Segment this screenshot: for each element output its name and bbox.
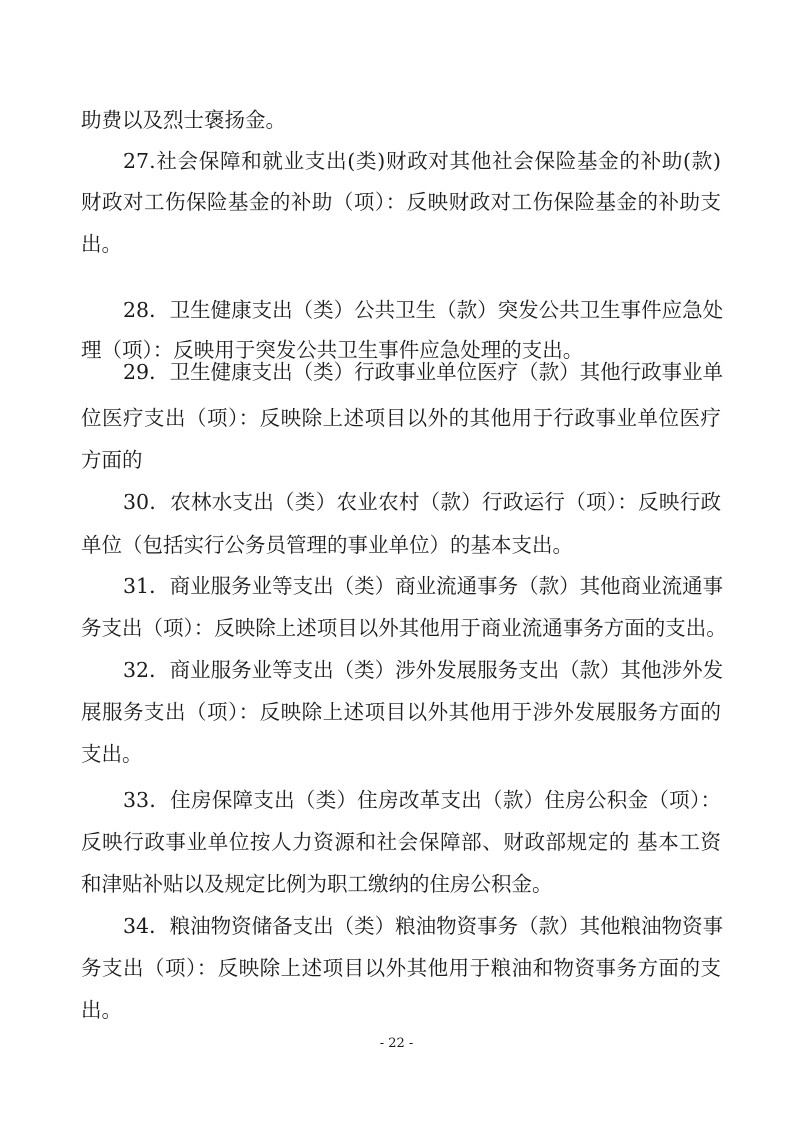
paragraph-34-line-3: 出。 bbox=[81, 998, 122, 1022]
paragraph-28-line-1: 28．卫生健康支出（类）公共卫生（款）突发公共卫生事件应急处 bbox=[123, 298, 724, 322]
paragraph-29-line-3: 方面的 bbox=[81, 448, 143, 472]
paragraph-27-line-3: 出。 bbox=[81, 232, 122, 256]
paragraph-29-line-2: 位医疗支出（项）：反映除上述项目以外的其他用于行政事业单位医疗 bbox=[81, 406, 721, 430]
paragraph-27-line-1: 27.社会保障和就业支出(类)财政对其他社会保险基金的补助(款) bbox=[123, 149, 721, 173]
paragraph-29-line-1: 29．卫生健康支出（类）行政事业单位医疗（款）其他行政事业单 bbox=[123, 360, 724, 384]
paragraph-34-line-1: 34．粮油物资储备支出（类）粮油物资事务（款）其他粮油物资事 bbox=[123, 914, 724, 938]
paragraph-33-line-2: 反映行政事业单位按人力资源和社会保障部、财政部规定的 基本工资 bbox=[81, 830, 721, 854]
paragraph-32-line-3: 支出。 bbox=[81, 742, 143, 766]
paragraph-30-line-2: 单位（包括实行公务员管理的事业单位）的基本支出。 bbox=[81, 533, 573, 557]
paragraph-30-line-1: 30．农林水支出（类）农业农村（款）行政运行（项）：反映行政 bbox=[123, 490, 721, 514]
paragraph-27-line-2: 财政对工伤保险基金的补助（项）：反映财政对工伤保险基金的补助支 bbox=[81, 190, 721, 214]
paragraph-31-line-2: 务支出（项）：反映除上述项目以外其他用于商业流通事务方面的支出。 bbox=[81, 616, 727, 640]
paragraph-33-line-1: 33．住房保障支出（类）住房改革支出（款）住房公积金（项）： bbox=[123, 788, 721, 812]
paragraph-26-line-1: 助费以及烈士褒扬金。 bbox=[81, 108, 286, 132]
paragraph-31-line-1: 31．商业服务业等支出（类）商业流通事务（款）其他商业流通事 bbox=[123, 574, 724, 598]
page-number: - 22 - bbox=[379, 1036, 414, 1051]
paragraph-32-line-2: 展服务支出（项）：反映除上述项目以外其他用于涉外发展服务方面的 bbox=[81, 700, 721, 724]
paragraph-32-line-1: 32．商业服务业等支出（类）涉外发展服务支出（款）其他涉外发 bbox=[123, 658, 724, 682]
paragraph-28-line-2: 理（项）：反映用于突发公共卫生事件应急处理的支出。 bbox=[81, 338, 584, 362]
paragraph-33-line-3: 和津贴补贴以及规定比例为职工缴纳的住房公积金。 bbox=[81, 872, 553, 896]
paragraph-34-line-2: 务支出（项）：反映除上述项目以外其他用于粮油和物资事务方面的支 bbox=[81, 956, 721, 980]
